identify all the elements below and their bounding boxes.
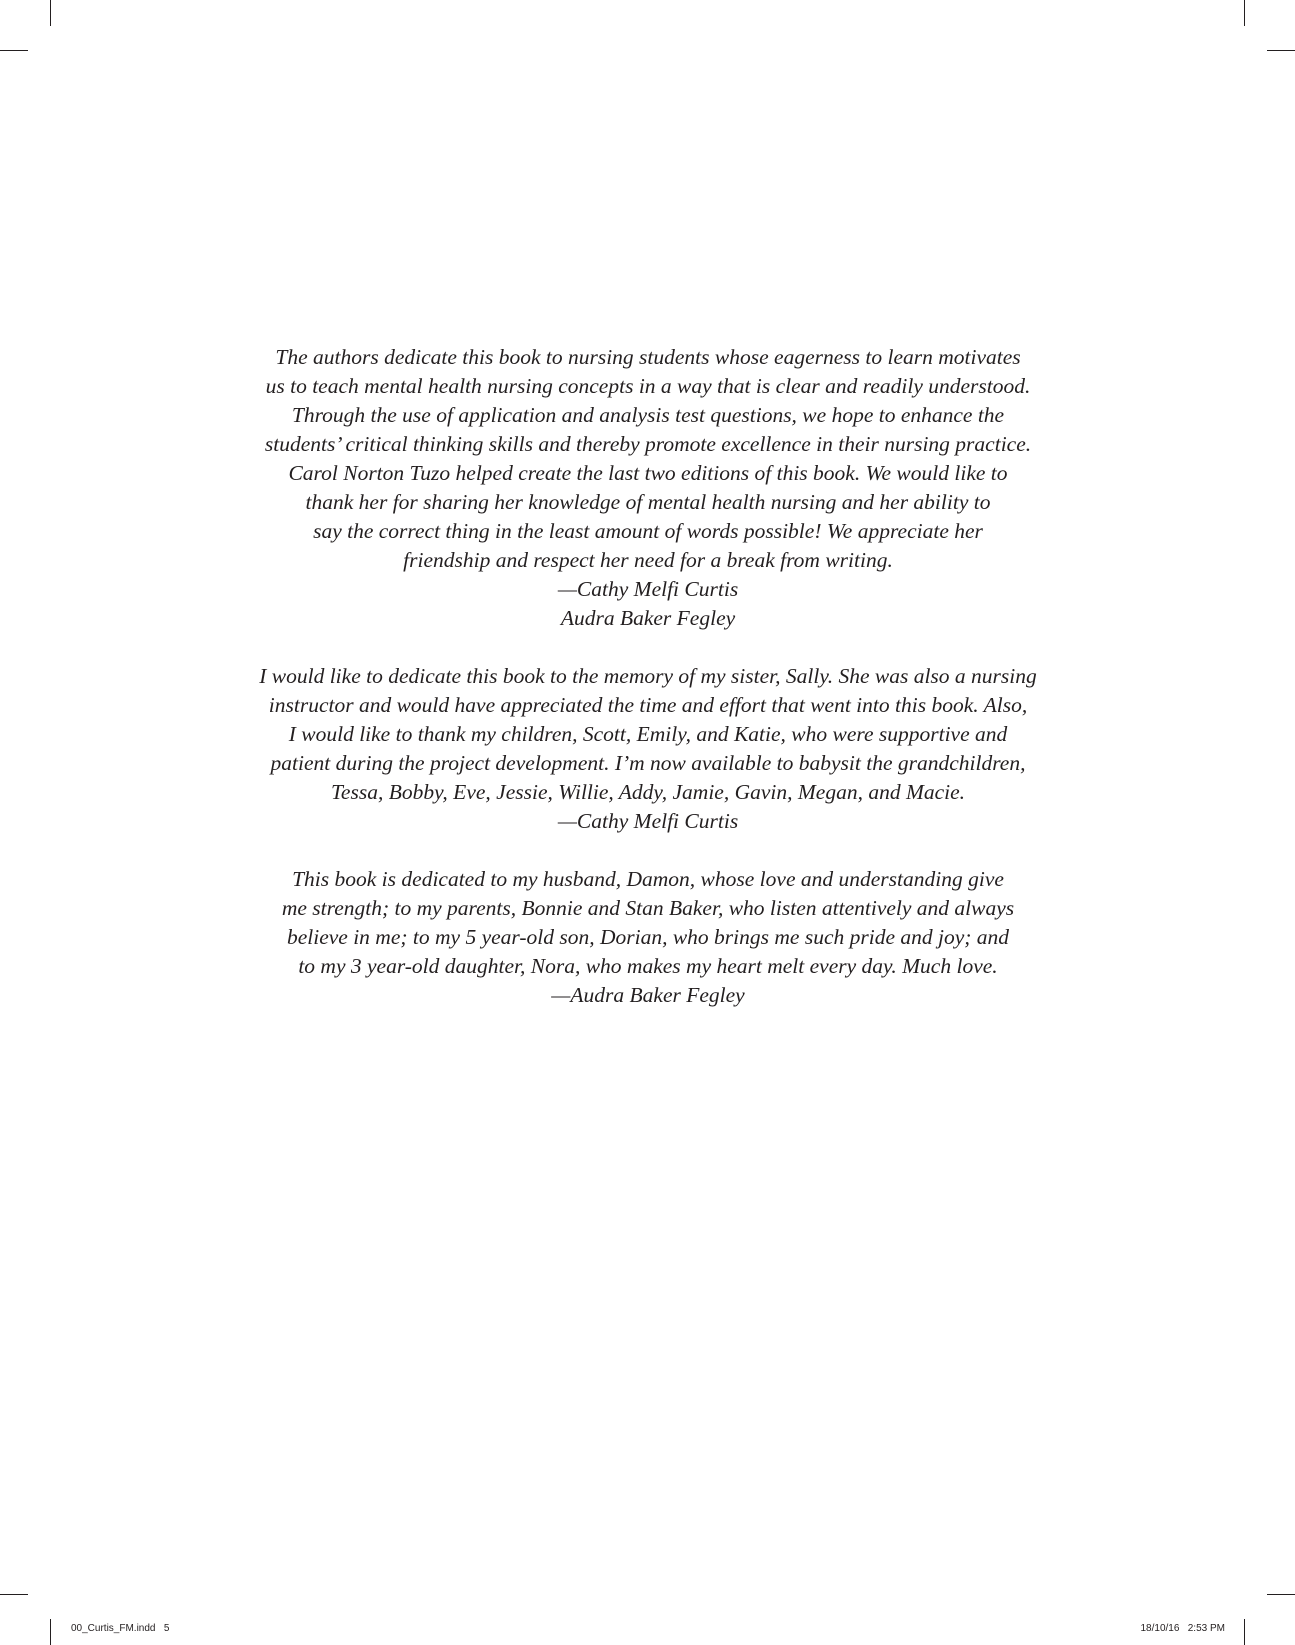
dedication-line: students’ critical thinking skills and thereby promote excellence in their nursing practice. <box>264 432 1032 456</box>
crop-mark-bottom-left <box>50 1619 51 1645</box>
slug-timestamp: 18/10/16 2:53 PM <box>1140 1623 1225 1634</box>
dedication-audra <box>170 865 1126 1010</box>
dedication-line: patient during the project development. I’m now available to babysit the grandchildren, <box>270 751 1026 775</box>
dedication-line: Carol Norton Tuzo helped create the last two editions of this book. We would like to <box>288 461 1008 485</box>
dedication-line: us to teach mental health nursing concepts in a way that is clear and readily understood. <box>265 374 1031 398</box>
dedication-line: say the correct thing in the least amount of words possible! We appreciate her <box>313 519 983 543</box>
dedication-line: me strength; to my parents, Bonnie and Stan Baker, who listen attentively and always <box>281 896 1015 920</box>
dedication-line: to my 3 year-old daughter, Nora, who makes my heart melt every day. Much love. <box>298 954 998 978</box>
crop-mark-top-right <box>1244 0 1245 26</box>
slug-file-name: 00_Curtis_FM.indd 5 <box>71 1623 170 1634</box>
crop-mark-bottom-right <box>1244 1619 1245 1645</box>
signature: —Cathy Melfi Curtis <box>557 809 739 833</box>
signature: Audra Baker Fegley <box>560 606 736 630</box>
crop-mark-bottom-right-horizontal <box>1267 1594 1295 1595</box>
dedication-line: thank her for sharing her knowledge of mental health nursing and her ability to <box>305 490 991 514</box>
crop-mark-top-left-horizontal <box>0 50 28 51</box>
dedication-line: believe in me; to my 5 year-old son, Dorian, who brings me such pride and joy; and <box>286 925 1010 949</box>
crop-mark-bottom-left-horizontal <box>0 1594 28 1595</box>
dedication-line: instructor and would have appreciated the time and effort that went into this book. Also, <box>268 693 1028 717</box>
dedication-line: Through the use of application and analysis test questions, we hope to enhance the <box>291 403 1005 427</box>
dedication-line: I would like to dedicate this book to the memory of my sister, Sally. She was also a nursing <box>259 664 1037 688</box>
dedication-cathy <box>170 662 1126 836</box>
dedication-line: Tessa, Bobby, Eve, Jessie, Willie, Addy, Jamie, Gavin, Megan, and Macie. <box>330 780 966 804</box>
dedication-line: I would like to thank my children, Scott, Emily, and Katie, who were supportive and <box>288 722 1008 746</box>
crop-mark-top-right-horizontal <box>1267 50 1295 51</box>
dedication-line: friendship and respect her need for a break from writing. <box>403 548 893 572</box>
dedications <box>170 343 1126 1010</box>
dedication-authors <box>170 343 1126 633</box>
signature: —Audra Baker Fegley <box>551 983 745 1007</box>
dedication-line: The authors dedicate this book to nursing students whose eagerness to learn motivates <box>275 345 1021 369</box>
crop-mark-top-left <box>50 0 51 26</box>
signature: —Cathy Melfi Curtis <box>557 577 739 601</box>
dedication-line: This book is dedicated to my husband, Damon, whose love and understanding give <box>292 867 1004 891</box>
